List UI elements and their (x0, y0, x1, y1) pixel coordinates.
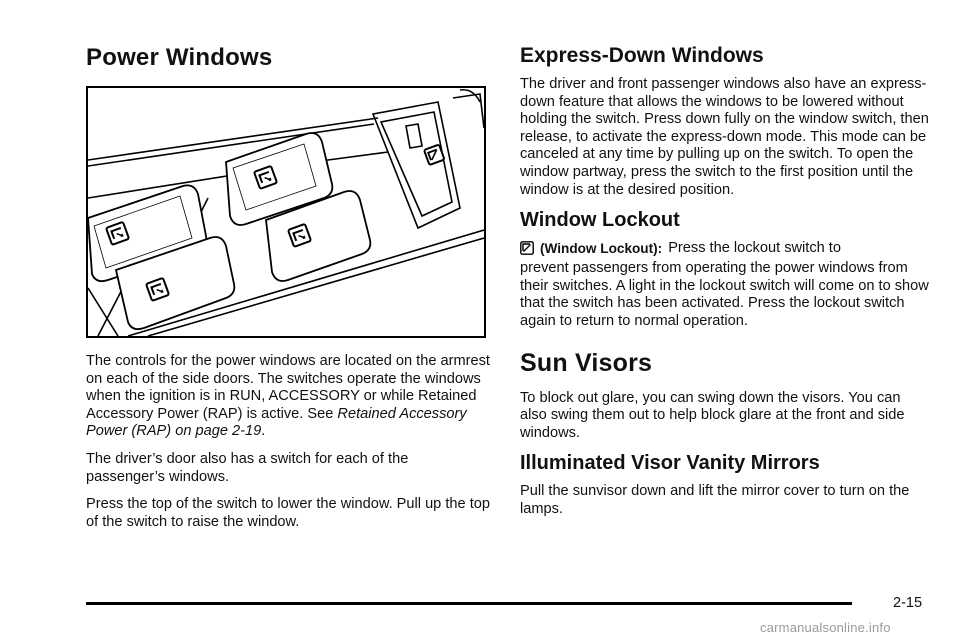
vanity-mirrors-heading: Illuminated Visor Vanity Mirrors (520, 452, 820, 475)
lockout-label: (Window Lockout): (540, 240, 663, 256)
power-windows-paragraph-2: The driver’s door also has a switch for each of the passenger’s windows. (86, 450, 409, 485)
rap-page-reference[interactable]: Retained Accessory Power (RAP) on page 2-19 (86, 405, 467, 440)
switch-panel-drawing (88, 88, 484, 336)
footer-rule (86, 602, 852, 605)
left-column (86, 44, 490, 541)
window-lockout-icon (520, 241, 534, 255)
power-windows-paragraph-3: Press the top of the switch to lower the window. Pull up the top of the switch to raise the window. (86, 496, 490, 530)
right-column (520, 44, 930, 529)
power-window-switches-illustration (86, 86, 486, 338)
lockout-text-start: Press the lockout switch to (668, 240, 841, 257)
vanity-mirrors-paragraph: Pull the sunvisor down and lift the mirror cover to turn on the lamps. (520, 483, 910, 517)
lockout-intro-line (520, 240, 930, 256)
power-windows-heading: Power Windows (86, 44, 273, 71)
power-windows-paragraph-1: The controls for the power windows are located on the armrest on each of the side doors. The switches operate the windows when the ignition is in RUN, ACCESSORY or while Retained Accessory Power (RAP) is active. See Retained Accessory Power (RAP) on page 2-19. (86, 353, 490, 440)
express-down-paragraph: The driver and front passenger windows also have an express-down feature that allows the windows to be lowered without holding the switch. Press down fully on the window switch, then release, to activate the express-down mode. This mode can be canceled at any time by pulling up on the switch. To open the window partway, press the switch to the first position until the window is at the desired position. (520, 76, 929, 198)
watermark: carmanualsonline.info (760, 620, 891, 635)
sun-visors-heading: Sun Visors (520, 348, 653, 377)
lockout-paragraph: prevent passengers from operating the power windows from their switches. A light in the lockout switch will come on to show that the switch has been activated. Press the lockout switch again to return to normal operation. (520, 260, 929, 329)
sun-visors-paragraph: To block out glare, you can swing down the visors. You can also swing them out to help block glare at the front and side windows. (520, 389, 905, 441)
page-number: 2-15 (893, 595, 923, 611)
express-down-heading: Express-Down Windows (520, 44, 764, 67)
window-lockout-heading: Window Lockout (520, 209, 680, 232)
